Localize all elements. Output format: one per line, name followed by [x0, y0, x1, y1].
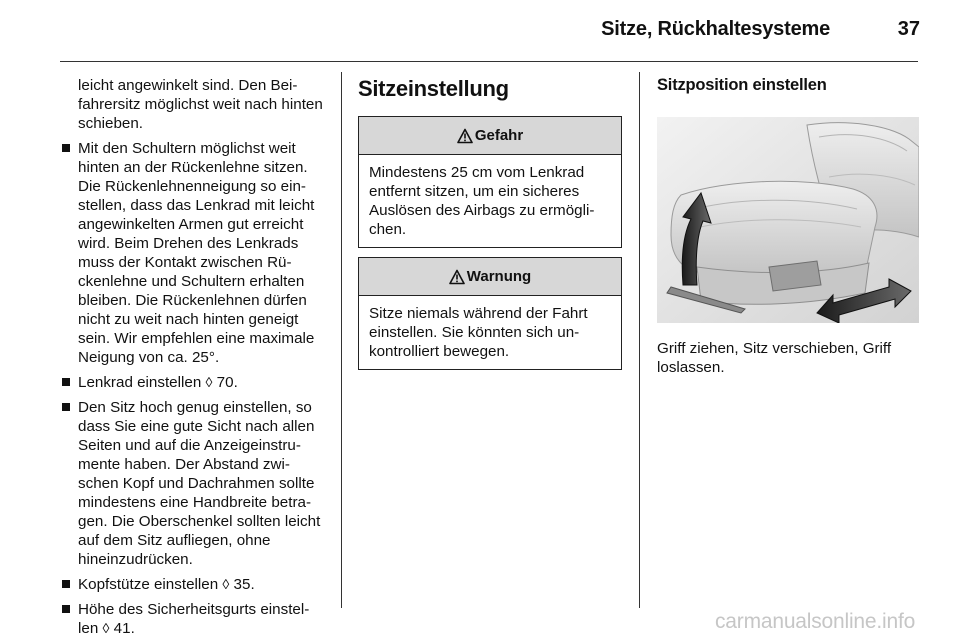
seat-adjustment-illustration: [657, 117, 919, 323]
watermark-text: carmanualsonline.info: [715, 610, 916, 633]
xref-icon: ◊: [222, 576, 230, 592]
bullet-icon: [62, 605, 70, 613]
danger-box: [358, 116, 622, 248]
list-item: [62, 139, 326, 367]
xref-page-link[interactable]: 35.: [233, 576, 255, 593]
xref-page-link[interactable]: 70.: [216, 374, 238, 391]
warning-box-header: [359, 258, 621, 296]
figure-caption: Griff ziehen, Sitz verschieben, Griff loslassen.: [657, 340, 892, 376]
xref-icon: ◊: [205, 374, 213, 390]
page-number: 37: [897, 18, 920, 40]
list-item-text: Den Sitz hoch genug einstellen, so dass Sie eine gute Sicht nach allen Seiten und auf die Anzeigeinstru-mente haben. Der Abstand zwi-schen Kopf und Dachrahmen sollte mindestens eine Handbreite betra-gen. Die Oberschenkel sollten leicht auf dem Sitz aufliegen, ohne hineinzudrücken.: [78, 399, 321, 568]
list-item: [62, 373, 326, 392]
danger-box-body: Mindestens 25 cm vom Lenkrad entfernt sitzen, um ein sicheres Auslösen des Airbags zu ermögli-chen.: [369, 164, 595, 238]
bullet-icon: [62, 580, 70, 588]
list-item: [62, 600, 326, 638]
list-item-text: Lenkrad einstellen: [78, 374, 202, 391]
page-header-title: Sitze, Rückhaltesysteme: [601, 18, 830, 40]
column-divider-left: [341, 72, 342, 608]
list-item: [62, 398, 326, 569]
warning-triangle-icon: [457, 128, 473, 144]
list-item-text: Höhe des Sicherheitsgurts einstel-len: [78, 601, 310, 637]
danger-box-heading: Gefahr: [474, 127, 524, 144]
intro-text: leicht angewinkelt sind. Den Bei-fahrersitz möglichst weit nach hinten schieben.: [78, 77, 323, 132]
xref-page-link[interactable]: 41.: [113, 620, 135, 637]
bullet-icon: [62, 144, 70, 152]
warning-box: [358, 257, 622, 370]
column-right: [657, 76, 919, 377]
column-left: [62, 76, 326, 638]
warning-triangle-icon: [449, 269, 465, 285]
column-middle: [358, 76, 622, 370]
subsection-title: Sitzposition einstellen: [657, 76, 827, 94]
column-divider-right: [639, 72, 640, 608]
warning-box-heading: Warnung: [466, 268, 532, 285]
list-item-text: Kopfstütze einstellen: [78, 576, 219, 593]
bullet-icon: [62, 403, 70, 411]
danger-box-header: [359, 117, 621, 155]
bullet-icon: [62, 378, 70, 386]
instruction-list: [62, 139, 326, 638]
header-rule: [60, 61, 918, 62]
warning-box-body: Sitze niemals während der Fahrt einstellen. Sie könnten sich un-kontrolliert bewegen.: [369, 305, 588, 360]
xref-icon: ◊: [102, 620, 110, 636]
section-title: Sitzeinstellung: [358, 76, 509, 101]
list-item-text: Mit den Schultern möglichst weit hinten an der Rückenlehne sitzen. Die Rückenlehnenneigung so ein-stellen, dass das Lenkrad mit leicht angewinkelten Armen gut erreicht wird. Beim Drehen des Lenkrads muss der Kontakt zwischen Rü-ckenlehne und Schultern erhalten bleiben. Die Rückenlehnen dürfen nicht zu weit nach hinten geneigt sein. Wir empfehlen eine maximale Neigung von ca. 25°.: [78, 140, 315, 366]
list-item: [62, 575, 326, 594]
